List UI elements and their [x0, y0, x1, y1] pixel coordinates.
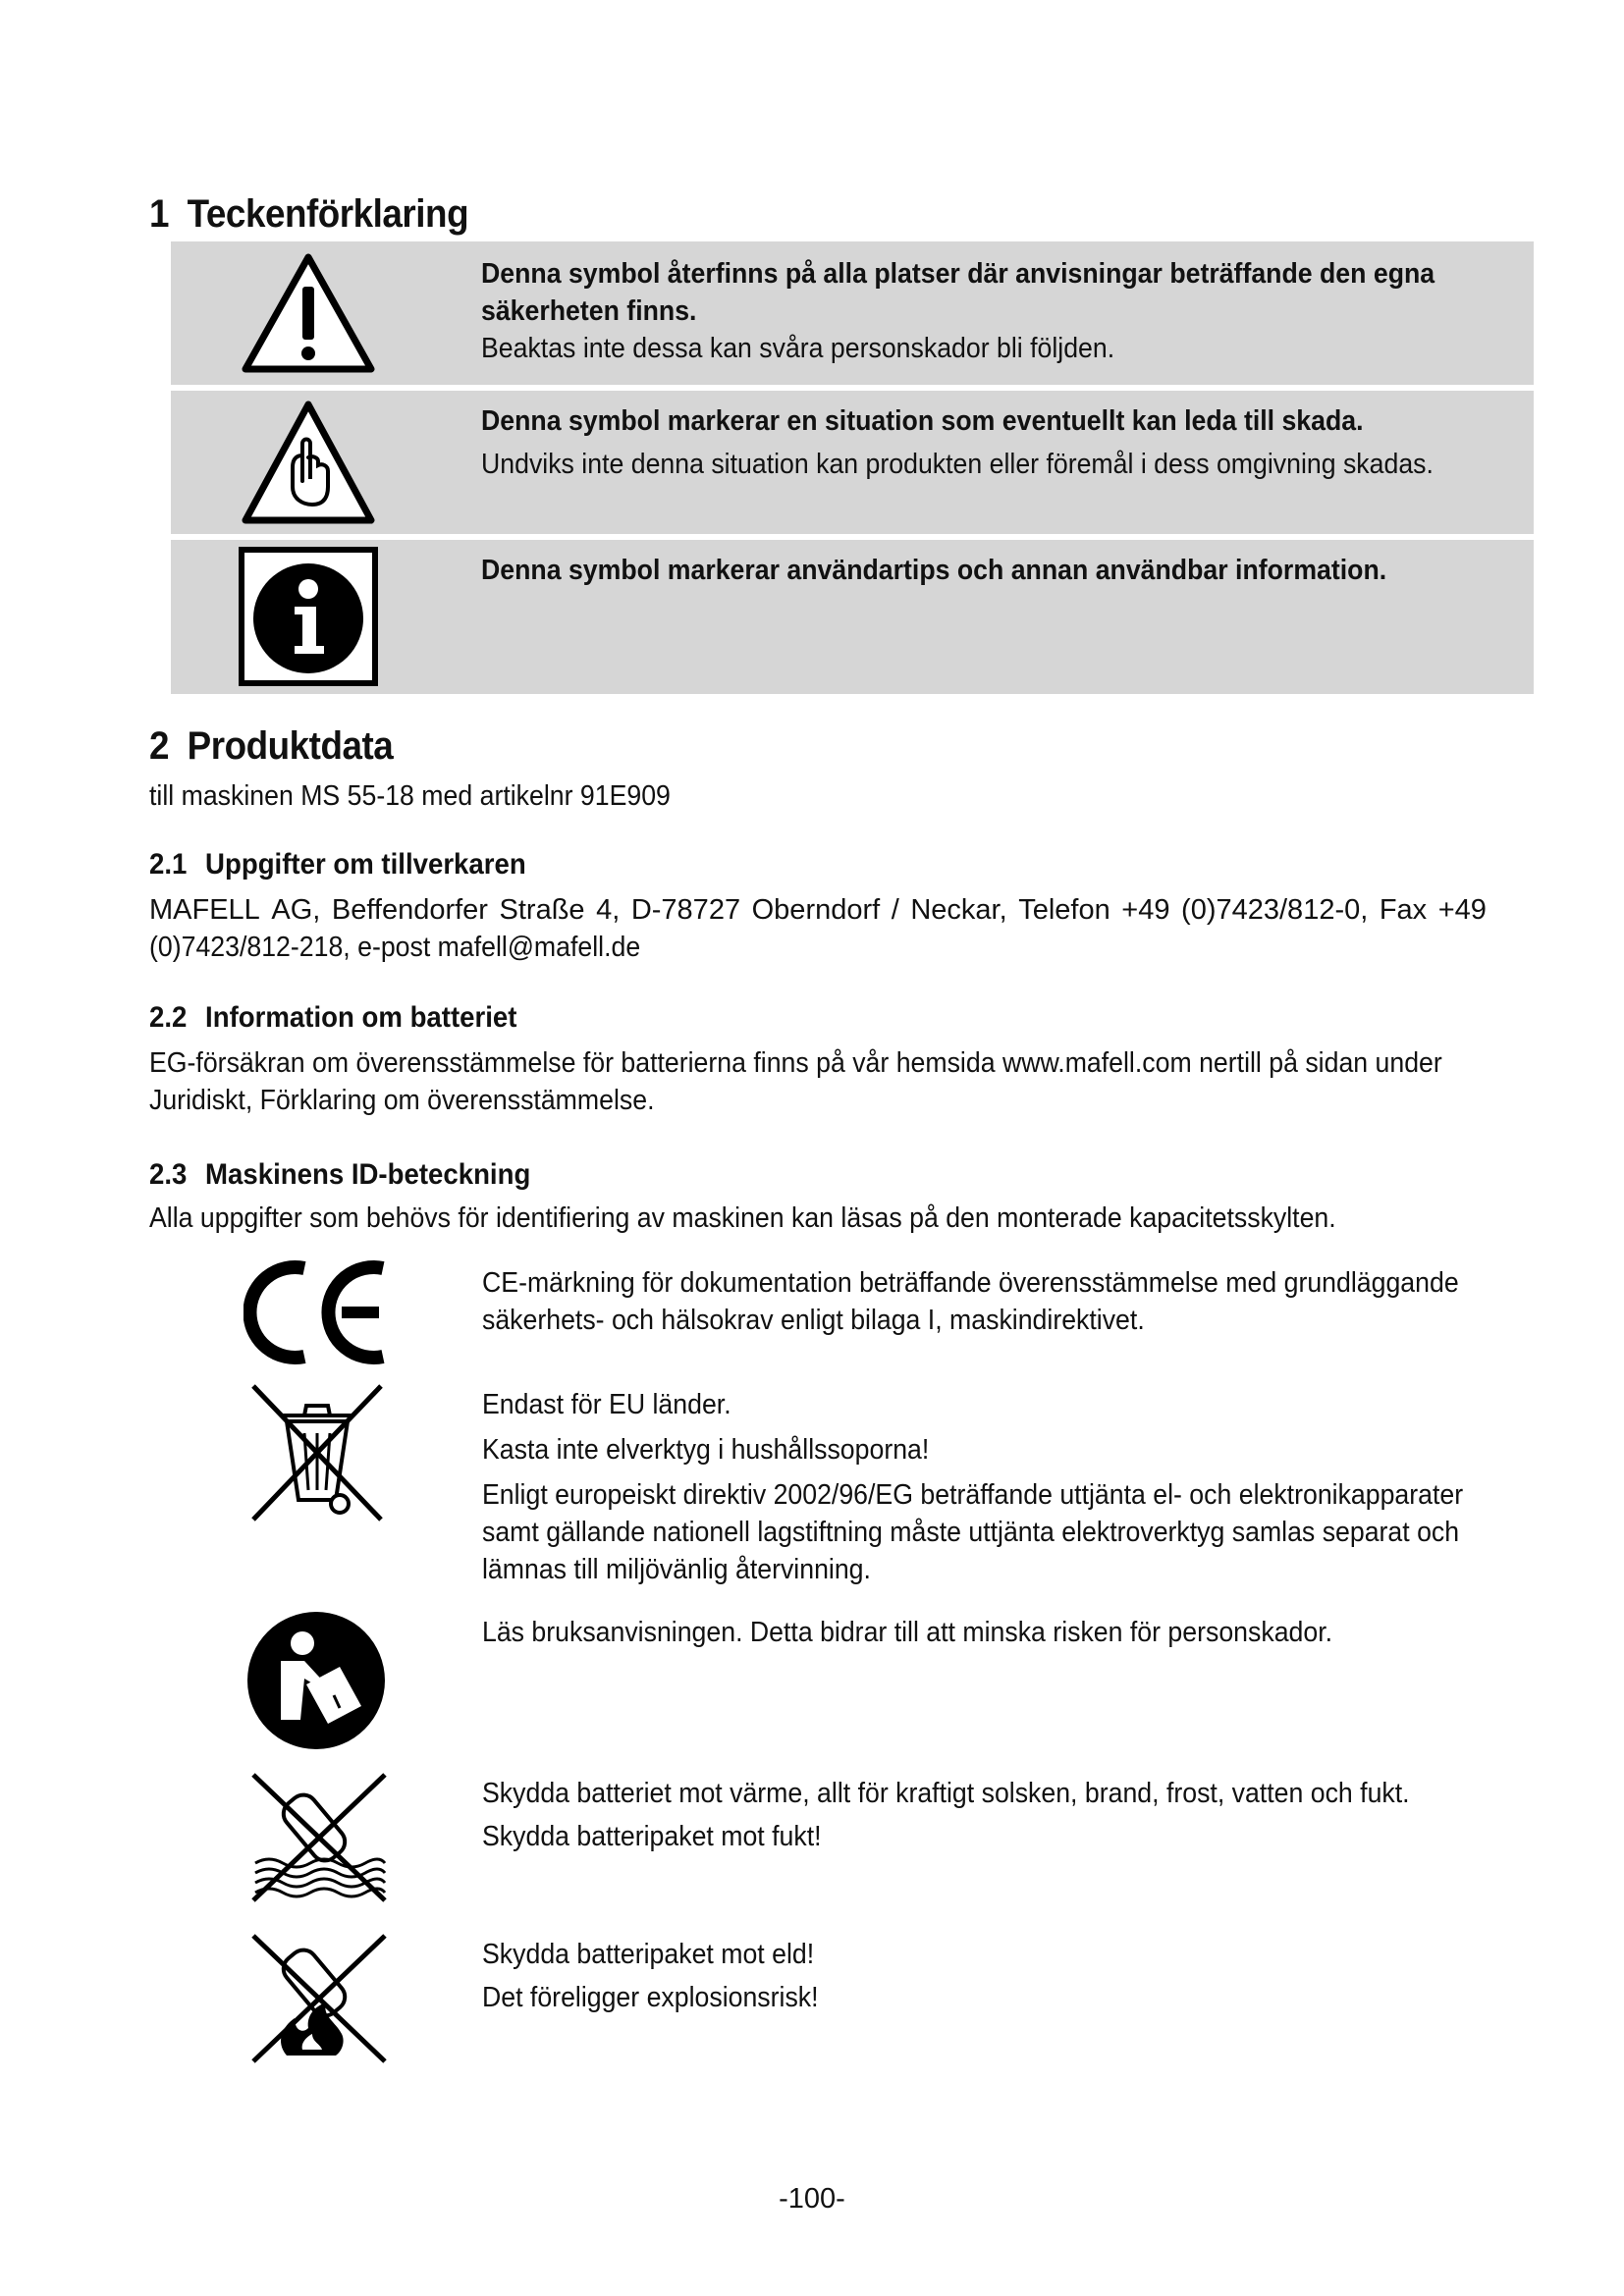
- mark-line: Det föreligger explosionsrisk!: [482, 1982, 819, 2013]
- section-title: Teckenförklaring: [187, 192, 469, 236]
- page-number: -100-: [779, 2183, 845, 2215]
- word: MAFELL: [149, 894, 260, 926]
- word: Telefon: [1018, 894, 1110, 926]
- symbol-row-text: [481, 255, 1502, 367]
- info-icon: [238, 546, 379, 687]
- mark-line: Skydda batteripaket mot fukt!: [482, 1821, 822, 1852]
- word: AG,: [271, 894, 321, 926]
- mark-line: säkerhets- och hälsokrav enligt bilaga I, maskindirektivet.: [482, 1305, 1145, 1336]
- subsection-number: 2.3: [149, 1158, 188, 1191]
- crossed-bin-text: [482, 1386, 1523, 1588]
- section-2-heading: [149, 724, 393, 769]
- mark-line: lämnas till miljövänlig återvinning.: [482, 1554, 871, 1585]
- caution-hand-icon: [238, 397, 379, 528]
- bold-line: Denna symbol markerar en situation som eventuellt kan leda till skada.: [481, 405, 1364, 437]
- bold-line: säkerheten finns.: [481, 295, 697, 327]
- no-heat-water-text: [482, 1775, 1523, 1855]
- symbol-row-warning: [171, 241, 1534, 385]
- subsection-number: 2.2: [149, 1001, 188, 1034]
- subsection-2-3-heading: [149, 1158, 530, 1192]
- section-number: 1: [149, 192, 170, 236]
- manufacturer-line-1: [149, 891, 1487, 929]
- mark-line: Kasta inte elverktyg i hushållssoporna!: [482, 1434, 930, 1466]
- bold-line: Denna symbol återfinns på alla platser där anvisningar beträffande den egna: [481, 258, 1435, 290]
- word: Oberndorf: [751, 894, 881, 926]
- symbol-row-text: [481, 402, 1502, 483]
- word: Straße: [499, 894, 585, 926]
- normal-line: Beaktas inte dessa kan svåra personskador bli följden.: [481, 333, 1115, 364]
- symbol-row-text: [481, 552, 1502, 589]
- subsection-title: Uppgifter om tillverkaren: [205, 848, 526, 881]
- mark-line: CE-märkning för dokumentation beträffande överensstämmelse med grundläggande: [482, 1267, 1459, 1299]
- word: (0)7423/812-0,: [1181, 894, 1369, 926]
- subsection-2-1-heading: [149, 848, 526, 881]
- ce-mark-icon: [244, 1258, 391, 1366]
- word: /: [891, 894, 899, 926]
- word: 4,: [596, 894, 621, 926]
- id-intro: Alla uppgifter som behövs för identifiering av maskinen kan läsas på den monterade kapacitetsskylten.: [149, 1202, 1336, 1234]
- manufacturer-paragraph: [149, 891, 1487, 966]
- read-manual-icon: [245, 1610, 387, 1751]
- battery-paragraph: [149, 1044, 1442, 1119]
- word: Beffendorfer: [331, 894, 488, 926]
- symbol-row-info: [171, 540, 1534, 694]
- battery-line-1: EG-försäkran om överensstämmelse för batterierna finns på vår hemsida www.mafell.com nertill på sidan under: [149, 1047, 1442, 1079]
- section-title: Produktdata: [187, 724, 394, 768]
- subsection-number: 2.1: [149, 848, 188, 881]
- manufacturer-line-2: (0)7423/812-218, e-post mafell@mafell.de: [149, 932, 641, 963]
- word: +49: [1437, 894, 1487, 926]
- product-intro: till maskinen MS 55-18 med artikelnr 91E909: [149, 780, 671, 812]
- mark-line: Enligt europeiskt direktiv 2002/96/EG beträffande uttjänta el- och elektronikapparater: [482, 1479, 1464, 1511]
- subsection-title: Maskinens ID-beteckning: [205, 1158, 531, 1191]
- normal-line: Undviks inte denna situation kan produkten eller föremål i dess omgivning skadas.: [481, 449, 1434, 480]
- mark-line: samt gällande nationell lagstiftning måste uttjänta elektroverktyg samlas separat och: [482, 1517, 1460, 1548]
- word: +49: [1121, 894, 1170, 926]
- no-heat-water-battery-icon: [247, 1771, 391, 1902]
- symbol-row-caution: [171, 391, 1534, 534]
- crossed-bin-icon: [244, 1382, 391, 1523]
- mark-line: Skydda batteripaket mot eld!: [482, 1939, 815, 1970]
- no-fire-text: [482, 1936, 1523, 2016]
- bold-line: Denna symbol markerar användartips och annan användbar information.: [481, 555, 1387, 586]
- word: Fax: [1379, 894, 1428, 926]
- subsection-2-2-heading: [149, 1001, 516, 1035]
- no-fire-battery-icon: [247, 1932, 391, 2063]
- subsection-title: Information om batteriet: [205, 1001, 517, 1034]
- section-number: 2: [149, 724, 170, 768]
- mark-line: Skydda batteriet mot värme, allt för kraftigt solsken, brand, frost, vatten och fukt.: [482, 1778, 1410, 1809]
- warning-exclamation-icon: [238, 249, 379, 377]
- section-1-heading: [149, 192, 468, 237]
- battery-line-2: Juridiskt, Förklaring om överensstämmelse.: [149, 1085, 655, 1116]
- read-manual-text: [482, 1614, 1523, 1651]
- ce-mark-text: [482, 1264, 1523, 1339]
- mark-line: Läs bruksanvisningen. Detta bidrar till att minska risken för personskador.: [482, 1617, 1333, 1648]
- word: Neckar,: [910, 894, 1007, 926]
- word: D-78727: [630, 894, 741, 926]
- mark-line: Endast för EU länder.: [482, 1389, 731, 1420]
